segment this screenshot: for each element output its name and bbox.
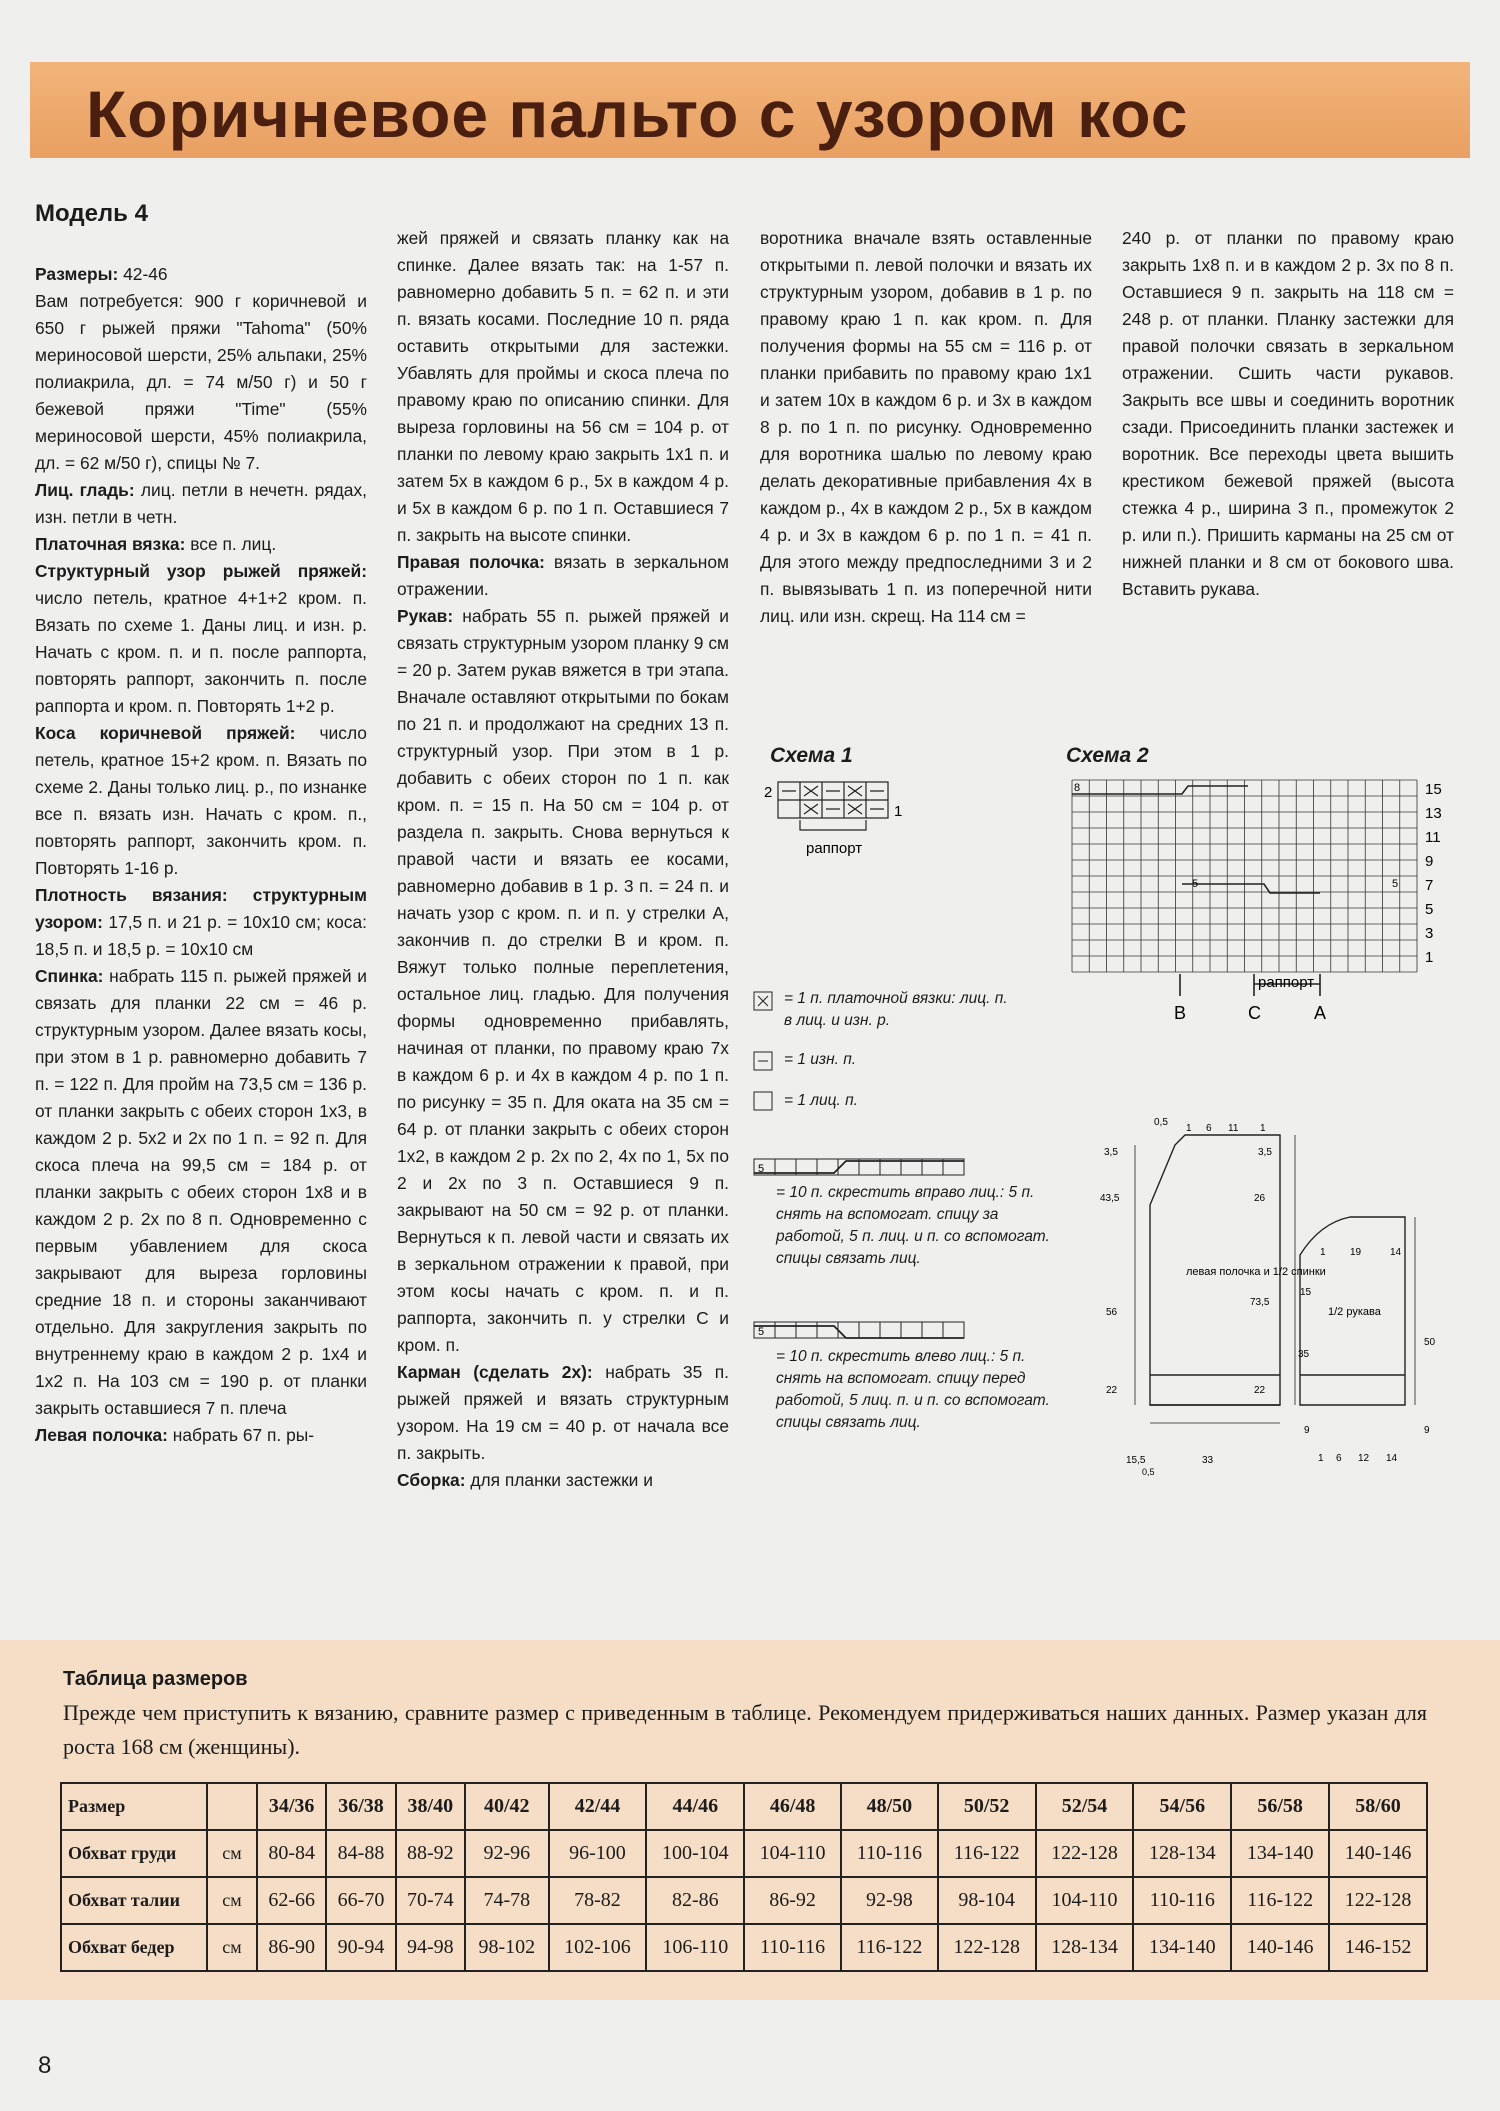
legend-purl: = 1 изн. п. bbox=[784, 1051, 857, 1068]
pattern-diagram bbox=[1090, 1105, 1470, 1485]
table-cell: 62-66 bbox=[257, 1877, 326, 1924]
dim-front-bottom3: 33 bbox=[1202, 1455, 1214, 1466]
table-cell: 110-116 bbox=[841, 1830, 938, 1877]
dim-front-left3: 56 bbox=[1106, 1307, 1118, 1318]
col3-paragraph bbox=[760, 225, 1092, 630]
col1-paragraph bbox=[35, 963, 367, 1422]
table-cell: 86-92 bbox=[744, 1877, 841, 1924]
arrow-label-b: B bbox=[1174, 1003, 1187, 1023]
dim-front-top5: 1 bbox=[1260, 1123, 1266, 1134]
scheme-2-cell-5a: 5 bbox=[1192, 878, 1199, 890]
table-cell: 82-86 bbox=[646, 1877, 744, 1924]
paragraph-text: 42-46 bbox=[118, 264, 168, 284]
table-cell: 78-82 bbox=[549, 1877, 647, 1924]
dim-front-top4: 11 bbox=[1228, 1123, 1239, 1134]
col2-paragraph bbox=[397, 603, 729, 1359]
table-row bbox=[61, 1830, 1427, 1877]
table-cell: 104-110 bbox=[1036, 1877, 1134, 1924]
svg-text:5: 5 bbox=[758, 1326, 765, 1338]
table-cell: 94-98 bbox=[396, 1924, 465, 1971]
dim-front-left1: 3,5 bbox=[1104, 1147, 1118, 1158]
scheme-2-row-label: 11 bbox=[1425, 829, 1441, 846]
row-unit: см bbox=[207, 1924, 257, 1971]
dim-sleeve-bottom2: 6 bbox=[1336, 1453, 1342, 1464]
svg-text:5: 5 bbox=[758, 1163, 765, 1175]
dim-sleeve-left1: 15 bbox=[1300, 1287, 1312, 1298]
table-cell: 70-74 bbox=[396, 1877, 465, 1924]
scheme-1-row-2: 2 bbox=[764, 784, 773, 801]
size-table-intro: Прежде чем приступить к вязанию, сравните размер с приведенным в таблице. Рекомендуем придерживаться наших данных. Размер указан для роста 168 см (женщины). bbox=[63, 1700, 1427, 1759]
row-label: Обхват бедер bbox=[61, 1924, 207, 1971]
scheme-2-row-label: 5 bbox=[1425, 901, 1434, 918]
table-cell: 116-122 bbox=[841, 1924, 938, 1971]
table-cell: 74-78 bbox=[465, 1877, 549, 1924]
purl-symbol bbox=[752, 1050, 776, 1074]
table-cell: 84-88 bbox=[326, 1830, 395, 1877]
col2-paragraph bbox=[397, 225, 729, 549]
table-cell: 128-134 bbox=[1133, 1830, 1231, 1877]
scheme-2-row-label: 15 bbox=[1425, 781, 1442, 798]
size-header-cell: 38/40 bbox=[396, 1783, 465, 1830]
col1-paragraph bbox=[35, 261, 367, 288]
paragraph-heading: Карман (сделать 2x): bbox=[397, 1362, 593, 1382]
knit-symbol bbox=[752, 1090, 776, 1114]
table-cell: 122-128 bbox=[1329, 1877, 1427, 1924]
dim-sleeve-bottom3: 12 bbox=[1358, 1453, 1370, 1464]
row-label: Обхват талии bbox=[61, 1877, 207, 1924]
scheme-1-title: Схема 1 bbox=[770, 744, 853, 767]
table-cell: 106-110 bbox=[646, 1924, 744, 1971]
table-cell: 100-104 bbox=[646, 1830, 744, 1877]
size-header-cell: 34/36 bbox=[257, 1783, 326, 1830]
table-cell: 128-134 bbox=[1036, 1924, 1134, 1971]
paragraph-heading: Плотность вязания: структурным узором: bbox=[35, 885, 367, 932]
table-cell: 98-104 bbox=[938, 1877, 1036, 1924]
page-title: Коричневое пальто с узором кос bbox=[86, 77, 1189, 151]
size-header-cell: 58/60 bbox=[1329, 1783, 1427, 1830]
dim-front-top1: 0,5 bbox=[1154, 1117, 1168, 1128]
scheme-2-rapport: раппорт bbox=[1258, 974, 1315, 991]
header-label: Размер bbox=[61, 1783, 207, 1830]
paragraph-text: набрать 35 п. рыжей пряжей и вязать структурным узором. На 19 см = 40 р. от начала все п. закрыть. bbox=[397, 1362, 729, 1463]
legend-cable-left: = 10 п. скрестить влево лиц.: 5 п. снять на вспомогат. спицу перед работой, 5 лиц. п. и п. со вспомогат. спицы связать лиц. bbox=[776, 1348, 1050, 1431]
table-cell: 66-70 bbox=[326, 1877, 395, 1924]
cable-left-symbol bbox=[752, 1318, 972, 1344]
scheme-2-row-label: 3 bbox=[1425, 925, 1434, 942]
table-cell: 116-122 bbox=[1231, 1877, 1329, 1924]
table-cell: 140-146 bbox=[1329, 1830, 1427, 1877]
dim-front-bottom1: 15,5 bbox=[1126, 1455, 1146, 1466]
legend-knit: = 1 лиц. п. bbox=[784, 1092, 858, 1109]
scheme-2-row-label: 13 bbox=[1425, 805, 1442, 822]
paragraph-heading: Спинка: bbox=[35, 966, 104, 986]
x-stitch-symbol bbox=[752, 990, 776, 1014]
col1-paragraph bbox=[35, 531, 367, 558]
scheme-2-row-label: 7 bbox=[1425, 877, 1434, 894]
col1-paragraph bbox=[35, 477, 367, 531]
dim-sleeve-top2: 19 bbox=[1350, 1247, 1362, 1258]
paragraph-text: 240 р. от планки по правому краю закрыть 1x8 п. и в каждом 2 р. 3x по 8 п. Оставшиеся 9 п. закрыть на 118 см = 248 р. от планки. Планку застежки для правой полочки связать в зеркальном отражении. Сшить части рукавов. Закрыть все швы и соединить воротник сзади. Присоединить планки застежек и воротник. Все переходы цвета вышить крестиком бежевой пряжей (высота стежка 4 р., ширина 3 п., промежуток 2 р. или п.). Пришить карманы на 25 см от нижней планки и 8 см от бокового шва. Вставить рукава. bbox=[1122, 228, 1454, 599]
scheme-2-cell-8: 8 bbox=[1074, 782, 1081, 794]
paragraph-text: для планки застежки и bbox=[465, 1470, 653, 1490]
paragraph-text: набрать 115 п. рыжей пряжей и связать для планки 22 см = 46 р. структурным узором. Далее вязать косы, при этом в 1 р. равномерно добавить 7 п. = 122 п. Для пройм на 73,5 см = 136 р. от планки закрыть с обеих сторон 1x3, в каждом 2 р. 5x2 и 2x по 1 п. = 92 п. Для скоса плеча на 99,5 см = 184 р. от планки закрыть с обеих сторон 1x8 и в каждом 2 р. 2x по 8 п. Одновременно с первым убавлением для скоса закрывают для выреза горловины средние 18 п. и стороны заканчивают отдельно. Для закругления закрыть по внутреннему краю в каждом 2 р. 1x4 и 1x2 п. На 103 см = 190 р. от планки закрыть оставшиеся 7 п. плеча bbox=[35, 966, 367, 1418]
paragraph-heading: Размеры: bbox=[35, 264, 119, 284]
size-header-cell: 40/42 bbox=[465, 1783, 549, 1830]
dim-front-right4: 22 bbox=[1254, 1385, 1266, 1396]
front-piece-label: левая полочка и 1/2 спинки bbox=[1186, 1266, 1326, 1278]
dim-sleeve-bottom4: 14 bbox=[1386, 1453, 1398, 1464]
legend-cable-right: = 10 п. скрестить вправо лиц.: 5 п. снять на вспомогат. спицу за работой, 5 п. лиц. и п. со вспомогат. спицы связать лиц. bbox=[776, 1184, 1050, 1267]
dim-front-bottom2: 0,5 bbox=[1142, 1467, 1155, 1477]
dim-front-right1: 3,5 bbox=[1258, 1147, 1272, 1158]
scheme-2-row-label: 1 bbox=[1425, 949, 1434, 966]
size-header-cell: 54/56 bbox=[1133, 1783, 1231, 1830]
table-cell: 98-102 bbox=[465, 1924, 549, 1971]
paragraph-heading: Структурный узор рыжей пряжей: bbox=[35, 561, 367, 581]
dim-sleeve-right2: 9 bbox=[1424, 1425, 1430, 1436]
dim-sleeve-top3: 14 bbox=[1390, 1247, 1402, 1258]
dim-front-right3: 73,5 bbox=[1250, 1297, 1270, 1308]
dim-front-top3: 6 bbox=[1206, 1123, 1212, 1134]
table-cell: 110-116 bbox=[744, 1924, 841, 1971]
paragraph-text: Вам потребуется: 900 г коричневой и 650 г рыжей пряжи "Tahoma" (50% мериносовой шерсти, 25% альпаки, 25% полиакрила, дл. = 74 м/50 г) и 50 г бежевой пряжи "Time" (55% мериносовой шерсти, 45% полиакрила, дл. = 62 м/50 г), спицы № 7. bbox=[35, 291, 367, 473]
dim-sleeve-left3: 9 bbox=[1304, 1425, 1310, 1436]
size-table-section bbox=[0, 1640, 1500, 2000]
dim-sleeve-bottom1: 1 bbox=[1318, 1453, 1324, 1464]
size-header-cell: 36/38 bbox=[326, 1783, 395, 1830]
text-column-4 bbox=[1122, 225, 1454, 603]
col1-paragraph bbox=[35, 558, 367, 720]
paragraph-heading: Рукав: bbox=[397, 606, 454, 626]
paragraph-text: 17,5 п. и 21 р. = 10x10 см; коса: 18,5 п. и 18,5 р. = 10x10 см bbox=[35, 912, 367, 959]
table-cell: 102-106 bbox=[549, 1924, 647, 1971]
size-header-cell: 50/52 bbox=[938, 1783, 1036, 1830]
table-cell: 122-128 bbox=[938, 1924, 1036, 1971]
page-number: 8 bbox=[38, 2052, 52, 2079]
table-cell: 92-96 bbox=[465, 1830, 549, 1877]
sleeve-piece-label: 1/2 рукава bbox=[1328, 1306, 1381, 1318]
paragraph-text: лиц. петли в нечетн. рядах, изн. петли в четн. bbox=[35, 480, 367, 527]
paragraph-heading: Сборка: bbox=[397, 1470, 466, 1490]
col2-paragraph bbox=[397, 1359, 729, 1467]
col2-paragraph bbox=[397, 1467, 729, 1494]
dim-sleeve-right1: 50 bbox=[1424, 1337, 1436, 1348]
paragraph-text: воротника вначале взять оставленные открытыми п. левой полочки и вязать их структурным узором, добавив в 1 р. по правому краю 1 п. как кром. п. Для получения формы на 55 см = 116 р. от планки прибавить по правому краю 1x1 и затем 10x в каждом 6 р. и 3x в каждом 8 р. по 1 п. по рисунку. Одновременно для воротника шалью по левому краю делать декоративные прибавления 4x в каждом р., 4x в каждом 2 р., 5x в каждом 4 р. и 3x в каждом 6 р. по 1 п. = 41 п. Для этого между предпоследними 3 и 2 п. вывязывать 1 п. из поперечной нити лиц. или изн. скрещ. На 114 см = bbox=[760, 228, 1092, 626]
table-cell: 104-110 bbox=[744, 1830, 841, 1877]
size-header-cell: 44/46 bbox=[646, 1783, 744, 1830]
text-column-3 bbox=[760, 225, 1092, 630]
dim-sleeve-left2: 35 bbox=[1298, 1349, 1310, 1360]
dim-front-top2: 1 bbox=[1186, 1123, 1192, 1134]
paragraph-text: жей пряжей и связать планку как на спинке. Далее вязать так: на 1-57 п. равномерно добавить 5 п. = 62 п. и эти п. вязать косами. Последние 10 п. ряда оставить открытыми для застежки. Убавлять для проймы и скоса плеча по правому краю по описанию спинки. Для выреза горловины на 56 см = 104 р. от планки по левому краю закрыть 1x1 п. и затем 5x в каждом 6 р., 5x в каждом 4 р. и 5x в каждом 6 р. по 1 п. Оставшиеся 7 п. закрыть на высоте спинки. bbox=[397, 228, 729, 545]
row-label: Обхват груди bbox=[61, 1830, 207, 1877]
dim-front-left4: 22 bbox=[1106, 1385, 1118, 1396]
title-banner bbox=[30, 62, 1470, 158]
text-column-1 bbox=[35, 200, 367, 1449]
arrow-label-a: A bbox=[1314, 1003, 1327, 1023]
table-cell: 134-140 bbox=[1231, 1830, 1329, 1877]
table-cell: 116-122 bbox=[938, 1830, 1036, 1877]
table-cell: 110-116 bbox=[1133, 1877, 1231, 1924]
paragraph-heading: Левая полочка: bbox=[35, 1425, 168, 1445]
table-cell: 140-146 bbox=[1231, 1924, 1329, 1971]
table-row bbox=[61, 1877, 1427, 1924]
scheme-1-row-1: 1 bbox=[894, 803, 903, 820]
header-unit-blank bbox=[207, 1783, 257, 1830]
dim-sleeve-top1: 1 bbox=[1320, 1247, 1326, 1258]
paragraph-heading: Платочная вязка: bbox=[35, 534, 186, 554]
table-cell: 90-94 bbox=[326, 1924, 395, 1971]
paragraph-text: число петель, кратное 4+1+2 кром. п. Вязать по схеме 1. Даны лиц. и изн. р. Начать с кром. п. и п. после раппорта, повторять раппорт, закончить п. после раппорта и кром. п. Повторять 1+2 р. bbox=[35, 588, 367, 716]
legend-x-stitch: = 1 п. платочной вязки: лиц. п. в лиц. и изн. р. bbox=[784, 990, 1008, 1029]
scheme-2-row-label: 9 bbox=[1425, 853, 1434, 870]
col1-paragraph bbox=[35, 1422, 367, 1449]
paragraph-text: набрать 67 п. ры- bbox=[167, 1425, 315, 1445]
size-header-cell: 48/50 bbox=[841, 1783, 938, 1830]
dim-front-left2: 43,5 bbox=[1100, 1193, 1120, 1204]
arrow-label-c: C bbox=[1248, 1003, 1261, 1023]
table-cell: 122-128 bbox=[1036, 1830, 1134, 1877]
table-cell: 88-92 bbox=[396, 1830, 465, 1877]
paragraph-heading: Правая полочка: bbox=[397, 552, 545, 572]
size-header-cell: 56/58 bbox=[1231, 1783, 1329, 1830]
dim-front-right2: 26 bbox=[1254, 1193, 1266, 1204]
size-table-title: Таблица размеров bbox=[63, 1668, 248, 1690]
paragraph-heading: Коса коричневой пряжей: bbox=[35, 723, 296, 743]
table-cell: 96-100 bbox=[549, 1830, 647, 1877]
paragraph-text: вязать в зеркальном отражении. bbox=[397, 552, 729, 599]
paragraph-text: набрать 55 п. рыжей пряжей и связать структурным узором планку 9 см = 20 р. Затем рукав вяжется в три этапа. Вначале оставляют открытыми по бокам по 21 п. и продолжают на средних 13 п. структурный узор. При этом в 1 р. добавить с обеих сторон по 1 п. как кром. п. = 15 п. На 50 см = 104 р. от раздела п. закрыть. Снова вернуться к правой части и вязать ее косами, равномерно добавив в 1 р. 3 п. = 24 п. и начать узор с кром. п. и п. у стрелки А, закончив п. до стрелки В и кром. п. Вяжут только полные переплетения, остальное лиц. гладью. Для получения формы одновременно прибавлять, начиная от планки, по правому краю 7x в каждом 6 р. и 4x в каждом 4 р. по 1 п. по рисунку = 35 п. Для оката на 35 см = 64 р. от планки закрыть с обеих сторон 1x2, в каждом 2 р. 2x по 2, 4x по 1, 5x по 2 и 2x по 3 п. Оставшиеся 9 п. закрывают на 50 см = 92 р. от планки. Вернуться к п. левой части и связать их в зеркальном отражении к правой, при этом косы начать с кром. п. и п. раппорта, закончить п. у стрелки С и кром. п. bbox=[397, 606, 729, 1355]
size-table bbox=[60, 1782, 1428, 1972]
table-header-row bbox=[61, 1783, 1427, 1830]
scheme-2-cell-5b: 5 bbox=[1392, 878, 1399, 890]
col1-paragraph bbox=[35, 882, 367, 963]
text-column-2 bbox=[397, 225, 729, 1494]
paragraph-text: число петель, кратное 15+2 кром. п. Вязать по схеме 2. Даны только лиц. р., по изнанке все п. вязать изн. Начать с кром. п., повторять раппорт, закончить кром. п. Повторять 1-16 р. bbox=[35, 723, 367, 878]
col1-paragraph bbox=[35, 720, 367, 882]
scheme-2-title: Схема 2 bbox=[1066, 744, 1149, 767]
scheme-2-chart bbox=[1062, 774, 1462, 1034]
paragraph-text: все п. лиц. bbox=[185, 534, 277, 554]
scheme-1-rapport: раппорт bbox=[806, 840, 863, 857]
table-cell: 86-90 bbox=[257, 1924, 326, 1971]
table-row bbox=[61, 1924, 1427, 1971]
table-cell: 80-84 bbox=[257, 1830, 326, 1877]
table-cell: 146-152 bbox=[1329, 1924, 1427, 1971]
col2-paragraph bbox=[397, 549, 729, 603]
table-cell: 134-140 bbox=[1133, 1924, 1231, 1971]
scheme-1-chart bbox=[756, 776, 916, 866]
table-cell: 92-98 bbox=[841, 1877, 938, 1924]
size-header-cell: 46/48 bbox=[744, 1783, 841, 1830]
row-unit: см bbox=[207, 1830, 257, 1877]
col1-paragraph bbox=[35, 288, 367, 477]
cable-right-symbol bbox=[752, 1155, 972, 1181]
size-header-cell: 52/54 bbox=[1036, 1783, 1134, 1830]
row-unit: см bbox=[207, 1877, 257, 1924]
size-header-cell: 42/44 bbox=[549, 1783, 647, 1830]
col4-paragraph bbox=[1122, 225, 1454, 603]
paragraph-heading: Лиц. гладь: bbox=[35, 480, 135, 500]
model-heading: Модель 4 bbox=[35, 200, 148, 227]
